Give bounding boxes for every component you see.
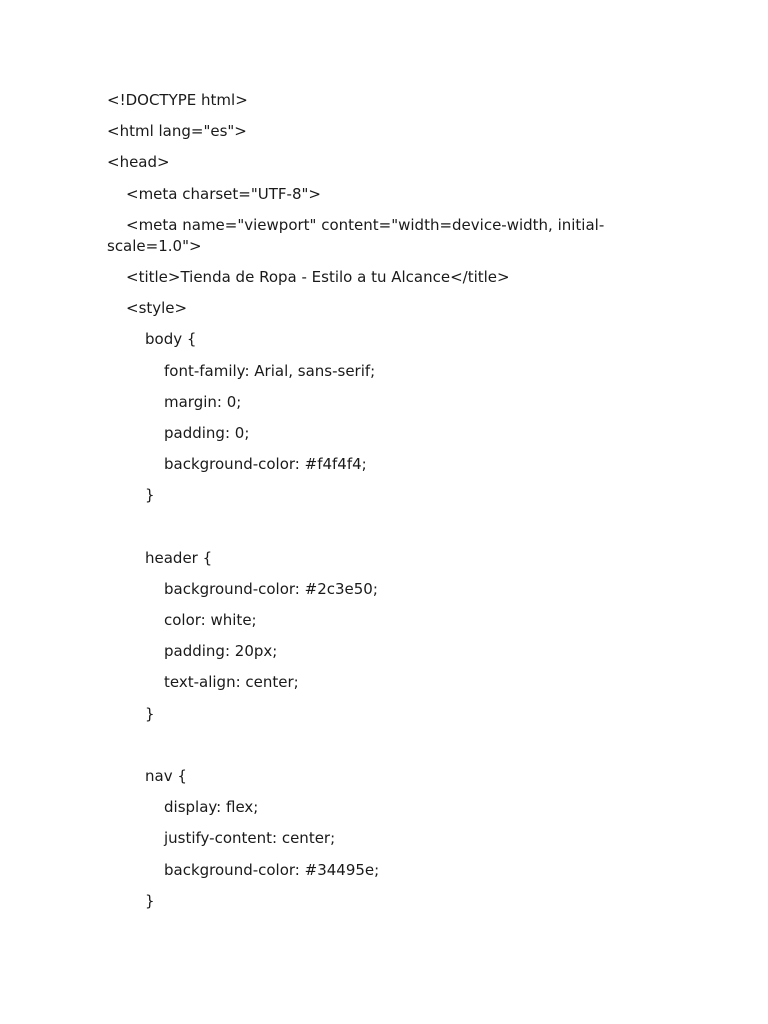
code-line: <html lang="es"> <box>107 122 247 141</box>
code-line: header { <box>145 548 213 567</box>
code-line: <head> <box>107 153 170 172</box>
code-line: justify-content: center; <box>164 829 336 848</box>
code-line: nav { <box>145 766 187 785</box>
code-line: text-align: center; <box>164 673 299 692</box>
code-line: body { <box>145 330 197 349</box>
code-line: <title>Tienda de Ropa - Estilo a tu Alcance</title> <box>126 267 510 286</box>
code-line: padding: 20px; <box>164 642 278 661</box>
code-line: padding: 0; <box>164 423 250 442</box>
code-line: <meta charset="UTF-8"> <box>126 184 321 203</box>
code-line: font-family: Arial, sans-serif; <box>164 361 376 380</box>
code-listing <box>107 90 627 922</box>
blank-line <box>107 516 627 537</box>
code-line: margin: 0; <box>164 392 242 411</box>
code-line: display: flex; <box>164 798 259 817</box>
code-line: <!DOCTYPE html> <box>107 91 248 109</box>
code-line: background-color: #f4f4f4; <box>164 455 367 474</box>
code-line-wrapped: <meta name="viewport" content="width=device-width, initial-scale=1.0"> <box>107 215 605 255</box>
code-line: } <box>145 891 155 910</box>
code-line: color: white; <box>164 611 257 629</box>
code-line: <style> <box>126 299 188 318</box>
code-line: } <box>145 704 155 723</box>
blank-line <box>107 735 627 756</box>
code-line: background-color: #34495e; <box>164 860 380 879</box>
code-line: background-color: #2c3e50; <box>164 579 378 598</box>
code-line: } <box>145 486 155 505</box>
